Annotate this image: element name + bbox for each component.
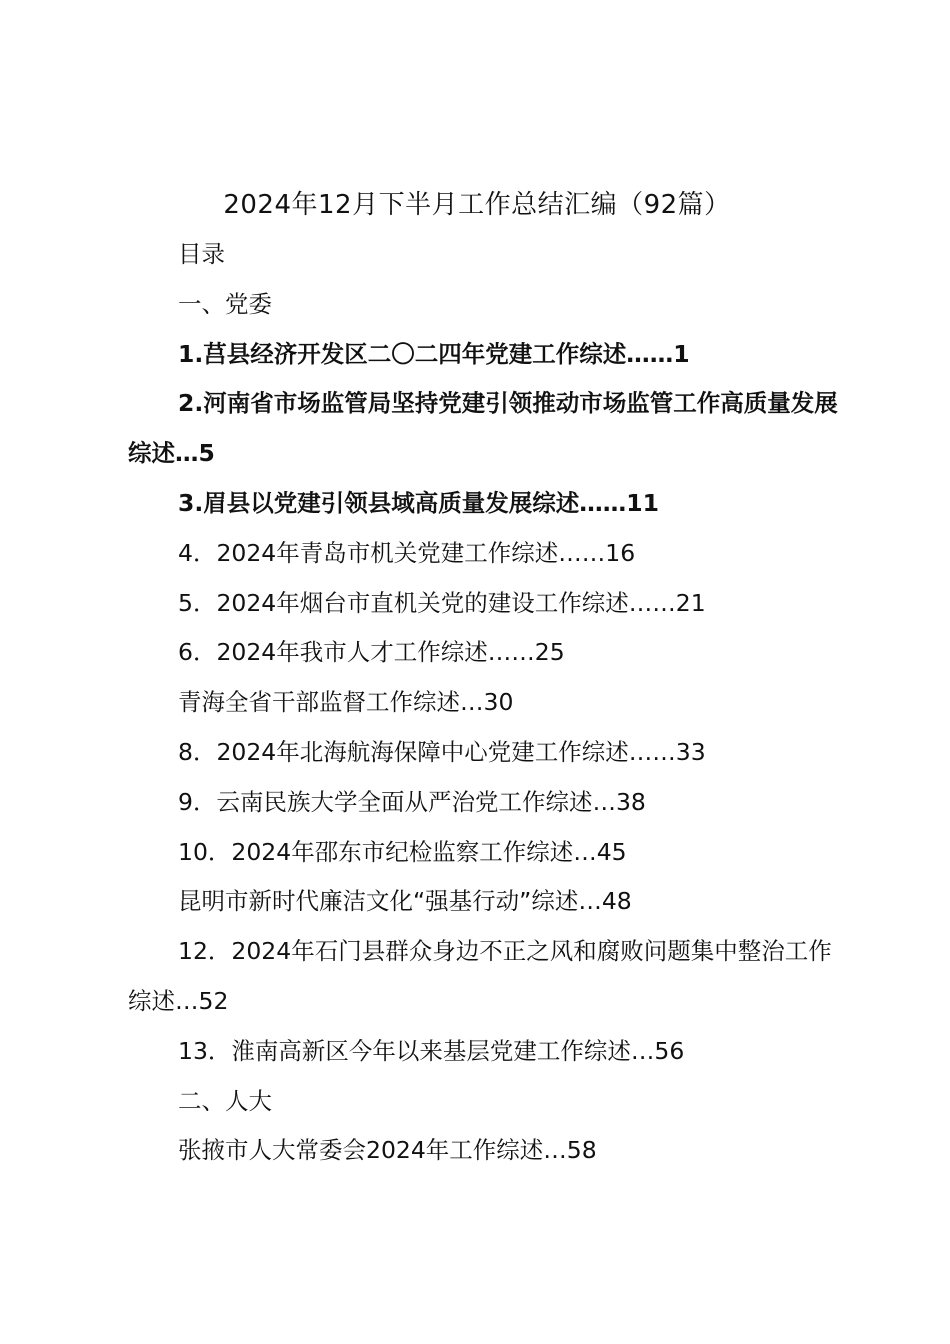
toc-entry[interactable]: 青海全省干部监督工作综述…30 [178, 688, 514, 717]
toc-entry[interactable]: 1.莒县经济开发区二〇二四年党建工作综述……1 [178, 339, 690, 368]
toc-entry[interactable]: 10．2024年邵东市纪检监察工作综述…45 [178, 837, 627, 866]
toc-entry[interactable]: 5．2024年烟台市直机关党的建设工作综述……21 [178, 588, 706, 617]
section-heading-npc: 二、人大 [178, 1086, 272, 1115]
toc-entry[interactable]: 2.河南省市场监管局坚持党建引领推动市场监管工作高质量发展综述…5 [128, 389, 838, 468]
document-title: 2024年12月下半月工作总结汇编（92篇） [223, 190, 731, 220]
toc-entry[interactable]: 张掖市人大常委会2024年工作综述…58 [178, 1136, 597, 1165]
toc-entry[interactable]: 13．淮南高新区今年以来基层党建工作综述…56 [178, 1036, 685, 1065]
table-of-contents [128, 230, 838, 1176]
toc-entry[interactable]: 9．云南民族大学全面从严治党工作综述…38 [178, 787, 646, 816]
toc-heading: 目录 [178, 240, 225, 268]
toc-entry[interactable]: 4．2024年青岛市机关党建工作综述……16 [178, 538, 636, 567]
toc-entry[interactable]: 昆明市新时代廉洁文化“强基行动”综述…48 [178, 887, 632, 916]
toc-entry[interactable]: 6．2024年我市人才工作综述……25 [178, 638, 565, 667]
toc-entry[interactable]: 3.眉县以党建引领县域高质量发展综述……11 [178, 488, 659, 517]
toc-entry[interactable]: 12．2024年石门县群众身边不正之风和腐败问题集中整治工作综述…52 [128, 937, 832, 1015]
toc-entry[interactable]: 8．2024年北海航海保障中心党建工作综述……33 [178, 737, 706, 766]
section-heading-party-committee: 一、党委 [178, 289, 272, 318]
